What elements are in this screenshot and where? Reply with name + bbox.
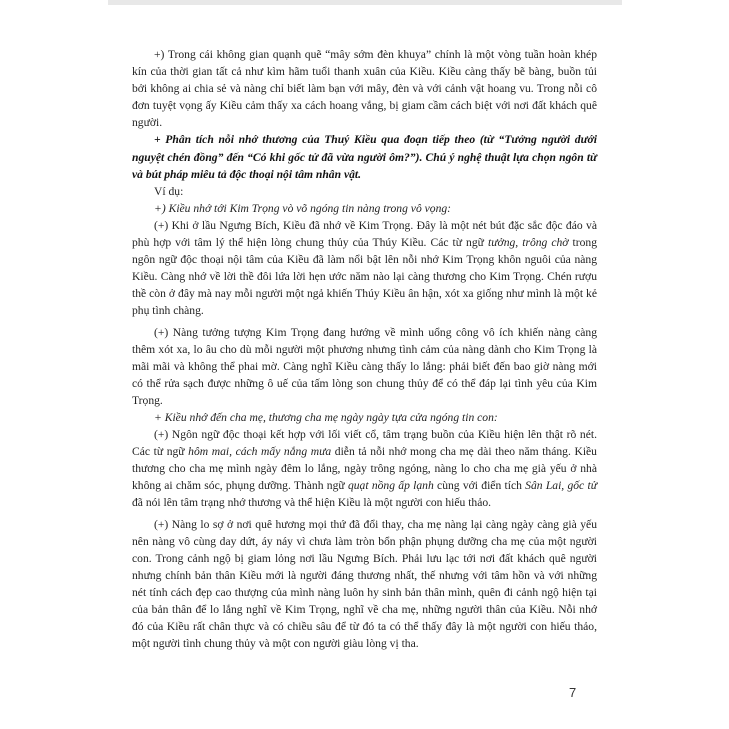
text-run: trong ngôn ngữ độc thoại nội tâm của Kiều đã làm nổi bật lên nỗi nhớ Kim Trọng khôn nguôi của nàng Kiều. Càng nhớ về lời thề đôi lứa lời hẹn ước năm nào lại càng thương cho Kim Trọng. Chén rượu thề còn ở đây mà nay mỗi người một ngả khiến Thúy Kiều ân hận, xót xa giống như mình là một kẻ phụ tình chàng. bbox=[132, 236, 597, 318]
paragraph-parents-1 bbox=[132, 426, 597, 511]
example-label: Ví dụ: bbox=[154, 184, 184, 198]
paragraph-parents-2: (+) Nàng lo sợ ở nơi quê hương mọi thứ đã đổi thay, cha mẹ nàng lại càng ngày càng già yếu nên nàng vô cùng day dứt, áy náy vì chưa làm tròn bổn phận phụng dưỡng cha mẹ của một người con. Trong cảnh ngộ bị giam lỏng nơi lầu Ngưng Bích. Phải lưu lạc tới nơi đất khách quê người nhưng chính bản thân Kiều mới là người đáng thương nhất, thế nhưng với tâm hồn và với những nét tính cách đẹp cao thượng của mình nàng luôn hy sinh bản thân mình, quên đi cảnh ngộ hiện tại của bản thân để lo lắng nghĩ về Kim Trọng, nghĩ về cha mẹ, những người thân của Kiều. Nỗi nhớ đó của Kiều rất chân thực và có chiều sâu để từ đó ta có thể thấy đây là một người con hiếu thảo, một người tình chung thủy và một con người giàu lòng vị tha. bbox=[132, 517, 597, 651]
paragraph-kim-trong-1 bbox=[132, 217, 597, 320]
page-number: 7 bbox=[569, 685, 577, 700]
subheading-parents: + Kiều nhớ đến cha mẹ, thương cha mẹ ngày ngày tựa cửa ngóng tin con: bbox=[154, 410, 498, 424]
emphasis-idiom: quạt nồng ấp lạnh bbox=[347, 479, 434, 493]
text-run: (+) Khi ở lầu Ngưng Bích, Kiều đã nhớ về Kim Trọng. Đây là một nét bút đặc sắc độc đáo và phù hợp với tâm lý thể hiện lòng chung thủy của Thúy Kiều. Các từ ngữ bbox=[132, 218, 597, 250]
text-run: diễn tả nỗi nhớ mong cha mẹ dài theo năm tháng. Kiều thương cho cha mẹ mình ngày đêm lo lắng, ngày trông ngóng, nàng lo cho cha mẹ già yếu ở nhà không ai chăm sóc, phụng dưỡng. Thành ngữ bbox=[132, 445, 597, 493]
section-heading: + Phân tích nỗi nhớ thương của Thuý Kiều qua đoạn tiếp theo (từ “Tưởng người dưới nguyệt chén đồng” đến “Có khi gốc tử đã vừa người ôm?”). Chú ý nghệ thuật lựa chọn ngôn từ và bút pháp miêu tả độc thoại nội tâm nhân vật. bbox=[132, 133, 597, 181]
text-run: cùng với điển tích bbox=[433, 479, 526, 493]
top-edge-bar bbox=[108, 0, 622, 5]
emphasis-words: hôm mai, cách mấy nắng mưa bbox=[188, 445, 332, 459]
paragraph-intro: +) Trong cái không gian quạnh quẽ “mây sớm đèn khuya” chính là một vòng tuần hoàn khép kín của thời gian tất cả như kìm hãm tuổi thanh xuân của Kiều. Kiều càng thấy bẽ bàng, buồn tủi bởi không ai chia sẻ và nàng chỉ biết làm bạn với mây, đèn và với cảnh vật hoang vu. Trong nỗi cô đơn tuyệt vọng ấy Kiều cảm thấy xa cách hoang vắng, bị giam cầm cách biệt với nơi đất khách quê người. bbox=[132, 48, 597, 130]
paragraph-kim-trong-2: (+) Nàng tưởng tượng Kim Trọng đang hướng về mình uổng công vô ích khiến nàng càng thêm xót xa, lo âu cho dù mỗi người một phương nhưng tình cảm của nàng dành cho Kim Trọng là mãi mãi và không thể phai mờ. Càng nghĩ Kiều càng thấy lo lắng: phải biết đến bao giờ nàng mới có thể rửa sạch được những ô uế của tấm lòng son chung thủy để có thể đáp lại tình yêu của Kim Trọng. bbox=[132, 325, 597, 407]
document-page bbox=[132, 46, 597, 652]
text-run: (+) Ngôn ngữ độc thoại kết hợp với lối viết cổ, tâm trạng buồn của Kiều hiện lên thật rõ nét. Các từ ngữ bbox=[132, 428, 597, 459]
emphasis-allusion: Sân Lai, gốc tử bbox=[525, 479, 598, 493]
emphasis-words: tưởng, trông chờ bbox=[487, 236, 569, 250]
subheading-kim-trong: +) Kiều nhớ tới Kim Trọng vò võ ngóng tin nàng trong vô vọng: bbox=[154, 201, 452, 215]
text-run: đã nói lên tâm trạng nhớ thương và thể hiện Kiều là một người con hiếu thảo. bbox=[132, 496, 492, 510]
